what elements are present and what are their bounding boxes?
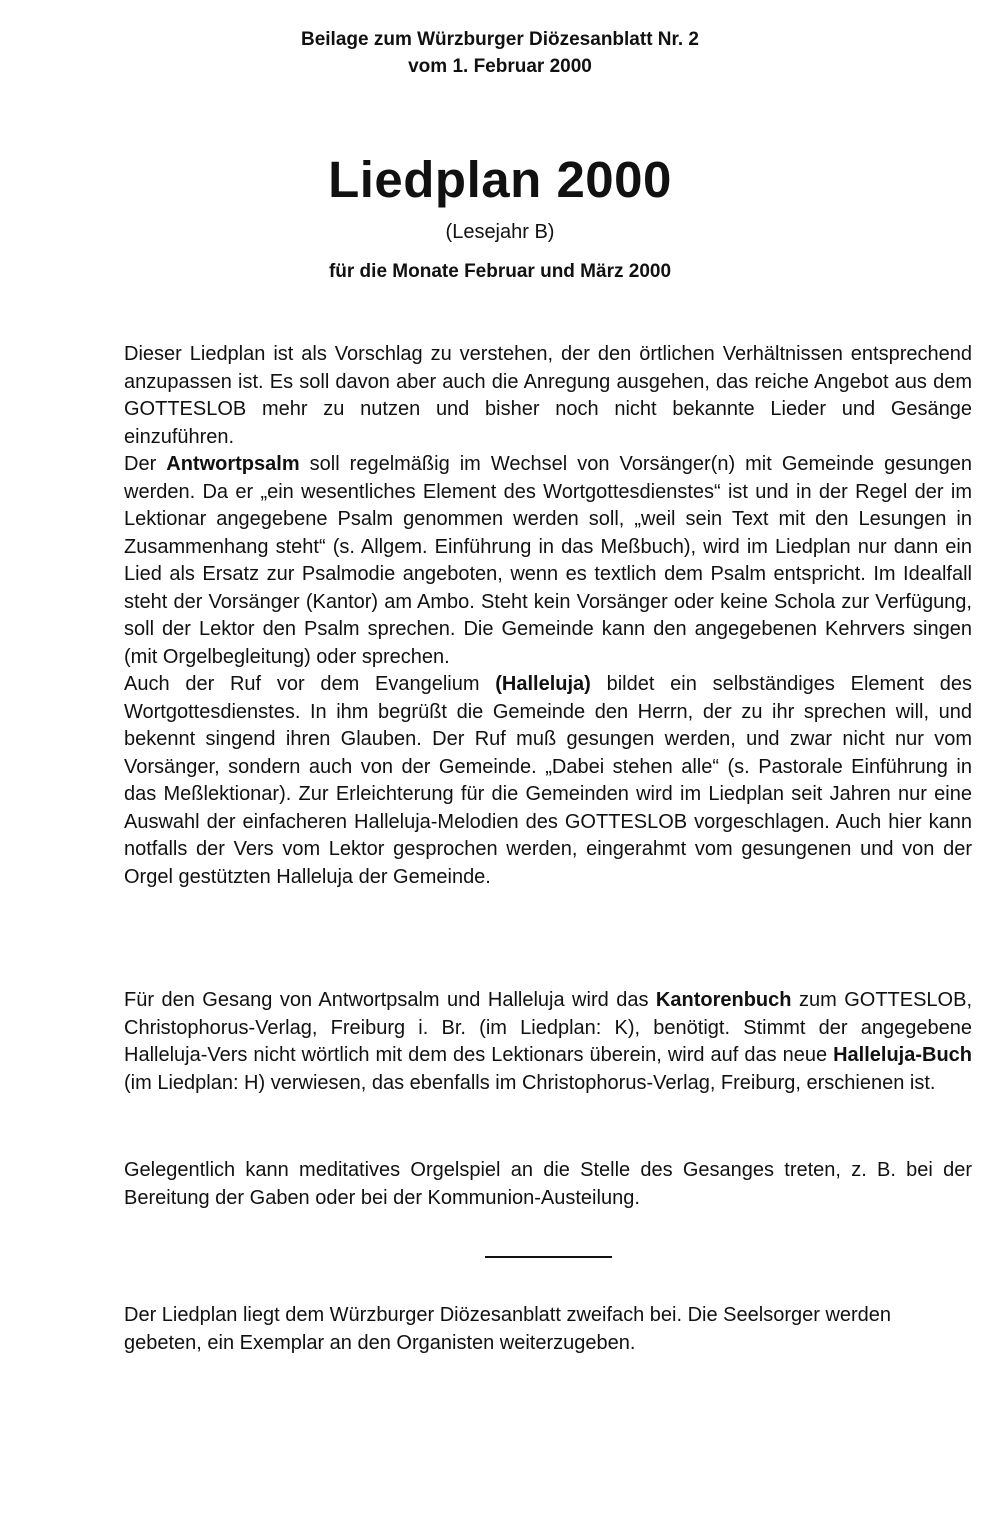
section-divider	[485, 1256, 612, 1258]
antwortpsalm-paragraph	[124, 451, 972, 671]
text-segment: zum GOTTESLOB, Christophorus-Verlag, Freiburg i. Br. (im Liedplan: K), benötigt. Stimmt der angegebene Halleluja-Vers nicht wörtlich mit dem des Lektionars überein, wird auf das neue	[124, 989, 973, 1066]
text-segment: (im Liedplan: H) verwiesen, das ebenfalls im Christophorus-Verlag, Freiburg, erschienen ist.	[124, 1071, 936, 1094]
halleluja-term: (Halleluja)	[495, 673, 591, 695]
footer-section	[124, 1302, 972, 1357]
halleluja-paragraph	[124, 671, 972, 891]
kantorenbuch-term: Kantorenbuch	[655, 989, 792, 1011]
kantorenbuch-paragraph	[124, 987, 972, 1097]
kantorenbuch-section	[124, 987, 972, 1097]
header-date-line: vom 1. Februar 2000	[408, 56, 592, 77]
orgel-paragraph: Gelegentlich kann meditatives Orgelspiel an die Stelle des Gesanges treten, z. B. bei der Bereitung der Gaben oder bei der Kommunion-Austeilung.	[124, 1159, 972, 1209]
text-segment: soll regelmäßig im Wechsel von Vorsänger(n) mit Gemeinde gesungen werden. Da er „ein wesentliches Element des Wortgottesdienstes“ ist und in der Regel der im Lektionar angegebene Psalm genommen werden soll, „weil sein Text mit den Lesungen in Zusammenhang steht“ (s. Allgem. Einführung in das Meßbuch), wird im Liedplan nur dann ein Lied als Ersatz zur Psalmodie angeboten, wenn es textlich dem Psalm entspricht. Im Idealfall steht der Vorsänger (Kantor) am Ambo. Steht kein Vorsänger oder keine Schola zur Verfügung, soll der Lektor den Psalm sprechen. Die Gemeinde kann den angegebenen Kehrvers singen (mit Orgelbegleitung) oder sprechen.	[124, 453, 972, 668]
halleluja-buch-term: Halleluja-Buch	[833, 1044, 972, 1066]
text-segment: Auch der Ruf vor dem Evangelium	[124, 673, 496, 695]
antwortpsalm-term: Antwortpsalm	[166, 453, 300, 475]
text-segment: Der	[124, 453, 167, 475]
text-segment: Für den Gesang von Antwortpsalm und Halleluja wird das	[124, 989, 656, 1011]
orgel-section	[124, 1157, 972, 1212]
footer-paragraph: Der Liedplan liegt dem Würzburger Diözesanblatt zweifach bei. Die Seelsorger werden gebeten, ein Exemplar an den Organisten weiterzugeben.	[124, 1304, 892, 1354]
intro-section	[124, 341, 972, 891]
lesejahr-subtitle: (Lesejahr B)	[445, 221, 555, 243]
page-title: Liedplan 2000	[328, 151, 672, 208]
intro-paragraph: Dieser Liedplan ist als Vorschlag zu verstehen, der den örtlichen Verhältnissen entsprechend anzupassen ist. Es soll davon aber auch die Anregung ausgehen, das reiche Angebot aus dem GOTTESLOB mehr zu nutzen und bisher noch nicht bekannte Lieder und Gesänge einzuführen.	[124, 343, 972, 448]
months-subtitle: für die Monate Februar und März 2000	[328, 261, 672, 282]
header-supplement-line: Beilage zum Würzburger Diözesanblatt Nr. 2	[300, 29, 700, 50]
text-segment: bildet ein selbständiges Element des Wortgottesdienstes. In ihm begrüßt die Gemeinde den Herrn, der zu ihr sprechen will, und bekennt singend ihren Glauben. Der Ruf muß gesungen werden, und zwar nicht nur vom Vorsänger, sondern auch von der Gemeinde. „Dabei stehen alle“ (s. Pastorale Einführung in das Meßlektionar). Zur Erleichterung für die Gemeinden wird im Liedplan seit Jahren nur eine Auswahl der einfacheren Halleluja-Melodien des GOTTESLOB vorgeschlagen. Auch hier kann notfalls der Vers vom Lektor gesprochen werden, eingerahmt vom gesungenen und von der Orgel gestützten Halleluja der Gemeinde.	[124, 673, 972, 888]
document-header	[0, 26, 1000, 80]
